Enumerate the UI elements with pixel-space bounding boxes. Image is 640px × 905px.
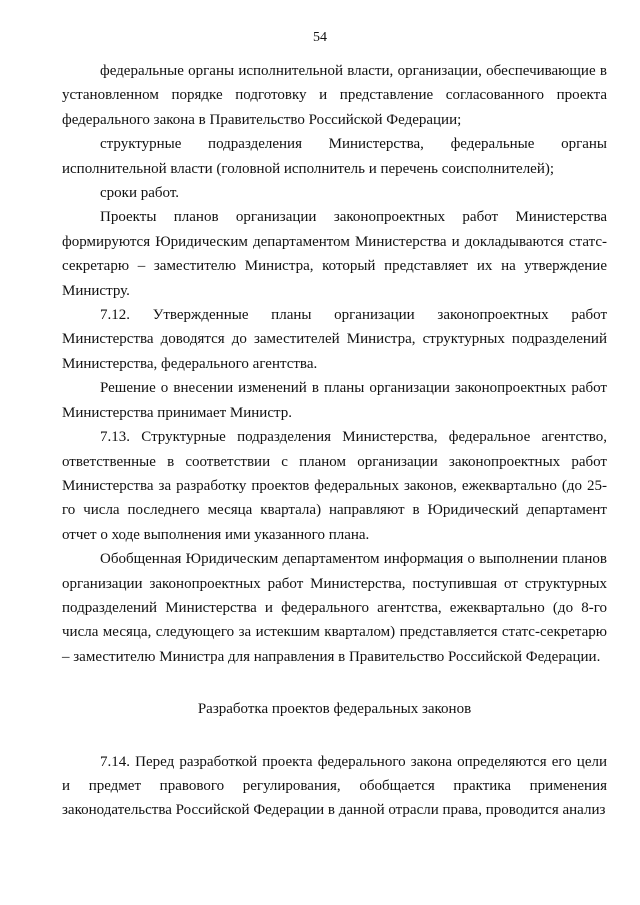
page-number: 54 — [313, 30, 327, 45]
paragraph: 7.13. Структурные подразделения Министерства, федеральное агентство, ответственные в соответствии с планом организации законопроектных работ Министерства за разработку проектов федеральных законов, ежеквартально (до 25-го числа последнего месяца квартала) направляют в Юридический департамент отчет о ходе выполнения ими указанного плана. — [62, 429, 607, 543]
paragraph: Обобщенная Юридическим департаментом информация о выполнении планов организации законопроектных работ Министерства, поступившая от структурных подразделений Министерства и федерального агентства, ежеквартально (до 8-го числа месяца, следующего за истекшим кварталом) представляется статс-секретарю – заместителю Министра для направления в Правительство Российской Федерации. — [62, 551, 607, 665]
paragraph: 7.12. Утвержденные планы организации законопроектных работ Министерства доводятся до заместителей Министра, структурных подразделений Министерства, федерального агентства. — [62, 307, 607, 372]
section-heading: Разработка проектов федеральных законов — [197, 701, 472, 718]
paragraph: сроки работ. — [100, 185, 179, 202]
spacer — [62, 669, 607, 697]
paragraph: структурные подразделения Министерства, федеральные органы исполнительной власти (головной исполнитель и перечень соисполнителей); — [62, 136, 607, 177]
paragraph: 7.14. Перед разработкой проекта федерального закона определяются его цели и предмет правового регулирования, обобщается практика применения законодательства Российской Федерации в данной отрасли права, проводится анализ — [62, 753, 607, 819]
paragraph: Решение о внесении изменений в планы организации законопроектных работ Министерства принимает Министр. — [62, 380, 607, 421]
spacer — [62, 722, 607, 750]
paragraph: Проекты планов организации законопроектных работ Министерства формируются Юридическим департаментом Министерства и докладываются статс-секретарю – заместителю Министра, который представляет их на утверждение Министру. — [62, 209, 607, 299]
document-body — [62, 59, 607, 823]
paragraph: федеральные органы исполнительной власти, организации, обеспечивающие в установленном порядке подготовку и представление согласованного проекта федерального закона в Правительство Российской Федерации; — [62, 63, 607, 128]
